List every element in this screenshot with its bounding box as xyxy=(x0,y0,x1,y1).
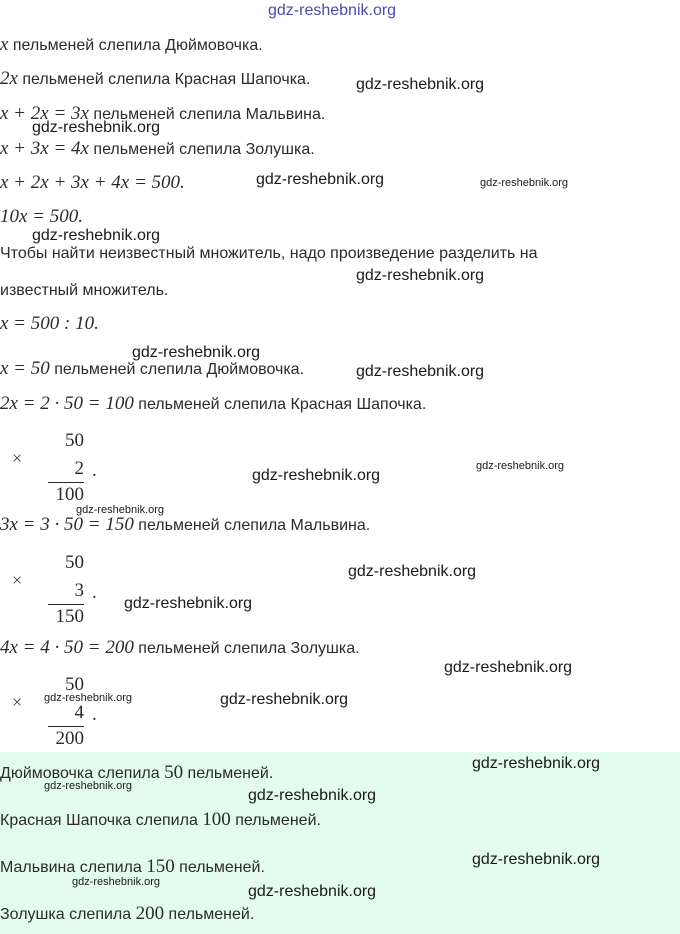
answer-number: 50 xyxy=(164,762,184,783)
watermark: gdz-reshebnik.org xyxy=(480,177,569,189)
watermark: gdz-reshebnik.org xyxy=(132,344,261,361)
line-9 xyxy=(0,313,99,336)
result-bar xyxy=(48,482,84,483)
column-multiplication-3 xyxy=(0,674,110,750)
watermark: gdz-reshebnik.org xyxy=(44,692,133,704)
math-expr: 3x = 3 · 50 = 150 xyxy=(0,514,134,535)
watermark: gdz-reshebnik.org xyxy=(32,119,161,136)
line-13 xyxy=(0,637,360,660)
watermark: gdz-reshebnik.org xyxy=(444,659,573,676)
math-expr: x + 2x + 3x + 4x = 500. xyxy=(0,172,185,193)
product: 150 xyxy=(55,606,84,627)
multiplier: 2 xyxy=(74,458,84,479)
line-text: пельменей слепила Дюймовочка. xyxy=(49,361,305,378)
line-text: пельменей слепила Золушка. xyxy=(88,141,315,158)
line-11 xyxy=(0,393,426,416)
column-multiplication-1 xyxy=(0,430,110,506)
answer-line-4 xyxy=(0,903,254,926)
math-expr: 10x = 500. xyxy=(0,206,84,227)
line-5 xyxy=(0,172,185,195)
answer-text: пельменей. xyxy=(230,812,321,829)
math-expr: x + 3x = 4x xyxy=(0,138,89,159)
line-7 xyxy=(0,243,538,265)
watermark-top: gdz-reshebnik.org xyxy=(268,2,397,19)
line-text: пельменей слепила Золушка. xyxy=(133,640,360,657)
answer-text: Мальвина слепила xyxy=(0,859,147,876)
answer-text: пельменей. xyxy=(164,906,255,923)
answer-text: Дюймовочка слепила xyxy=(0,765,165,782)
column-multiplication-2 xyxy=(0,552,110,628)
answer-line-2 xyxy=(0,809,321,832)
math-expr: x = 500 : 10. xyxy=(0,313,99,334)
watermark: gdz-reshebnik.org xyxy=(252,467,381,484)
rule-text: Чтобы найти неизвестный множитель, надо произведение разделить на xyxy=(0,245,538,262)
watermark: gdz-reshebnik.org xyxy=(76,504,165,516)
line-12 xyxy=(0,514,370,537)
watermark: gdz-reshebnik.org xyxy=(72,876,161,888)
watermark: gdz-reshebnik.org xyxy=(124,595,253,612)
answer-number: 200 xyxy=(135,903,165,924)
answer-text: Золушка слепила xyxy=(0,906,136,923)
watermark: gdz-reshebnik.org xyxy=(356,363,485,380)
end-dot: . xyxy=(92,704,97,725)
end-dot: . xyxy=(92,460,97,481)
math-expr: 4x = 4 · 50 = 200 xyxy=(0,637,134,658)
watermark: gdz-reshebnik.org xyxy=(248,787,377,804)
math-expr: x + 2x = 3x xyxy=(0,103,89,124)
watermark: gdz-reshebnik.org xyxy=(476,460,565,472)
math-expr: 2x = 2 · 50 = 100 xyxy=(0,393,134,414)
rule-text: известный множитель. xyxy=(0,282,169,299)
math-expr: 2x xyxy=(0,68,18,89)
line-text: пельменей слепила Красная Шапочка. xyxy=(133,396,427,413)
line-2 xyxy=(0,68,310,91)
end-dot: . xyxy=(92,582,97,603)
multiplier: 3 xyxy=(74,580,84,601)
result-bar xyxy=(48,604,84,605)
watermark: gdz-reshebnik.org xyxy=(44,780,133,792)
line-6 xyxy=(0,206,83,229)
multiplicand: 50 xyxy=(65,674,84,695)
product: 100 xyxy=(55,484,84,505)
watermark: gdz-reshebnik.org xyxy=(356,267,485,284)
multiplicand: 50 xyxy=(65,552,84,573)
product: 200 xyxy=(55,728,84,749)
answer-text: пельменей. xyxy=(183,765,274,782)
math-expr: x = 50 xyxy=(0,358,50,379)
line-text: пельменей слепила Мальвина. xyxy=(133,517,371,534)
answer-number: 100 xyxy=(202,809,231,830)
line-text: пельменей слепила Дюймовочка. xyxy=(8,37,263,54)
line-8 xyxy=(0,280,168,302)
watermark: gdz-reshebnik.org xyxy=(348,563,477,580)
watermark: gdz-reshebnik.org xyxy=(248,883,377,900)
answer-text: Красная Шапочка слепила xyxy=(0,812,203,829)
times-sign: × xyxy=(12,570,23,590)
watermark: gdz-reshebnik.org xyxy=(472,755,601,772)
watermark: gdz-reshebnik.org xyxy=(32,227,161,244)
watermark: gdz-reshebnik.org xyxy=(220,691,349,708)
line-4 xyxy=(0,138,315,161)
times-sign: × xyxy=(12,448,23,468)
watermark: gdz-reshebnik.org xyxy=(472,851,601,868)
line-text: пельменей слепила Мальвина. xyxy=(88,106,326,123)
line-text: пельменей слепила Красная Шапочка. xyxy=(17,71,311,88)
multiplier: 4 xyxy=(74,702,84,723)
watermark: gdz-reshebnik.org xyxy=(356,76,485,93)
multiplicand: 50 xyxy=(65,430,84,451)
line-1 xyxy=(0,34,263,57)
watermark: gdz-reshebnik.org xyxy=(256,171,385,188)
answer-line-1 xyxy=(0,762,273,785)
answer-number: 150 xyxy=(146,856,175,877)
result-bar xyxy=(48,726,84,727)
math-expr: x xyxy=(0,34,9,55)
times-sign: × xyxy=(12,692,23,712)
answer-text: пельменей. xyxy=(174,859,265,876)
